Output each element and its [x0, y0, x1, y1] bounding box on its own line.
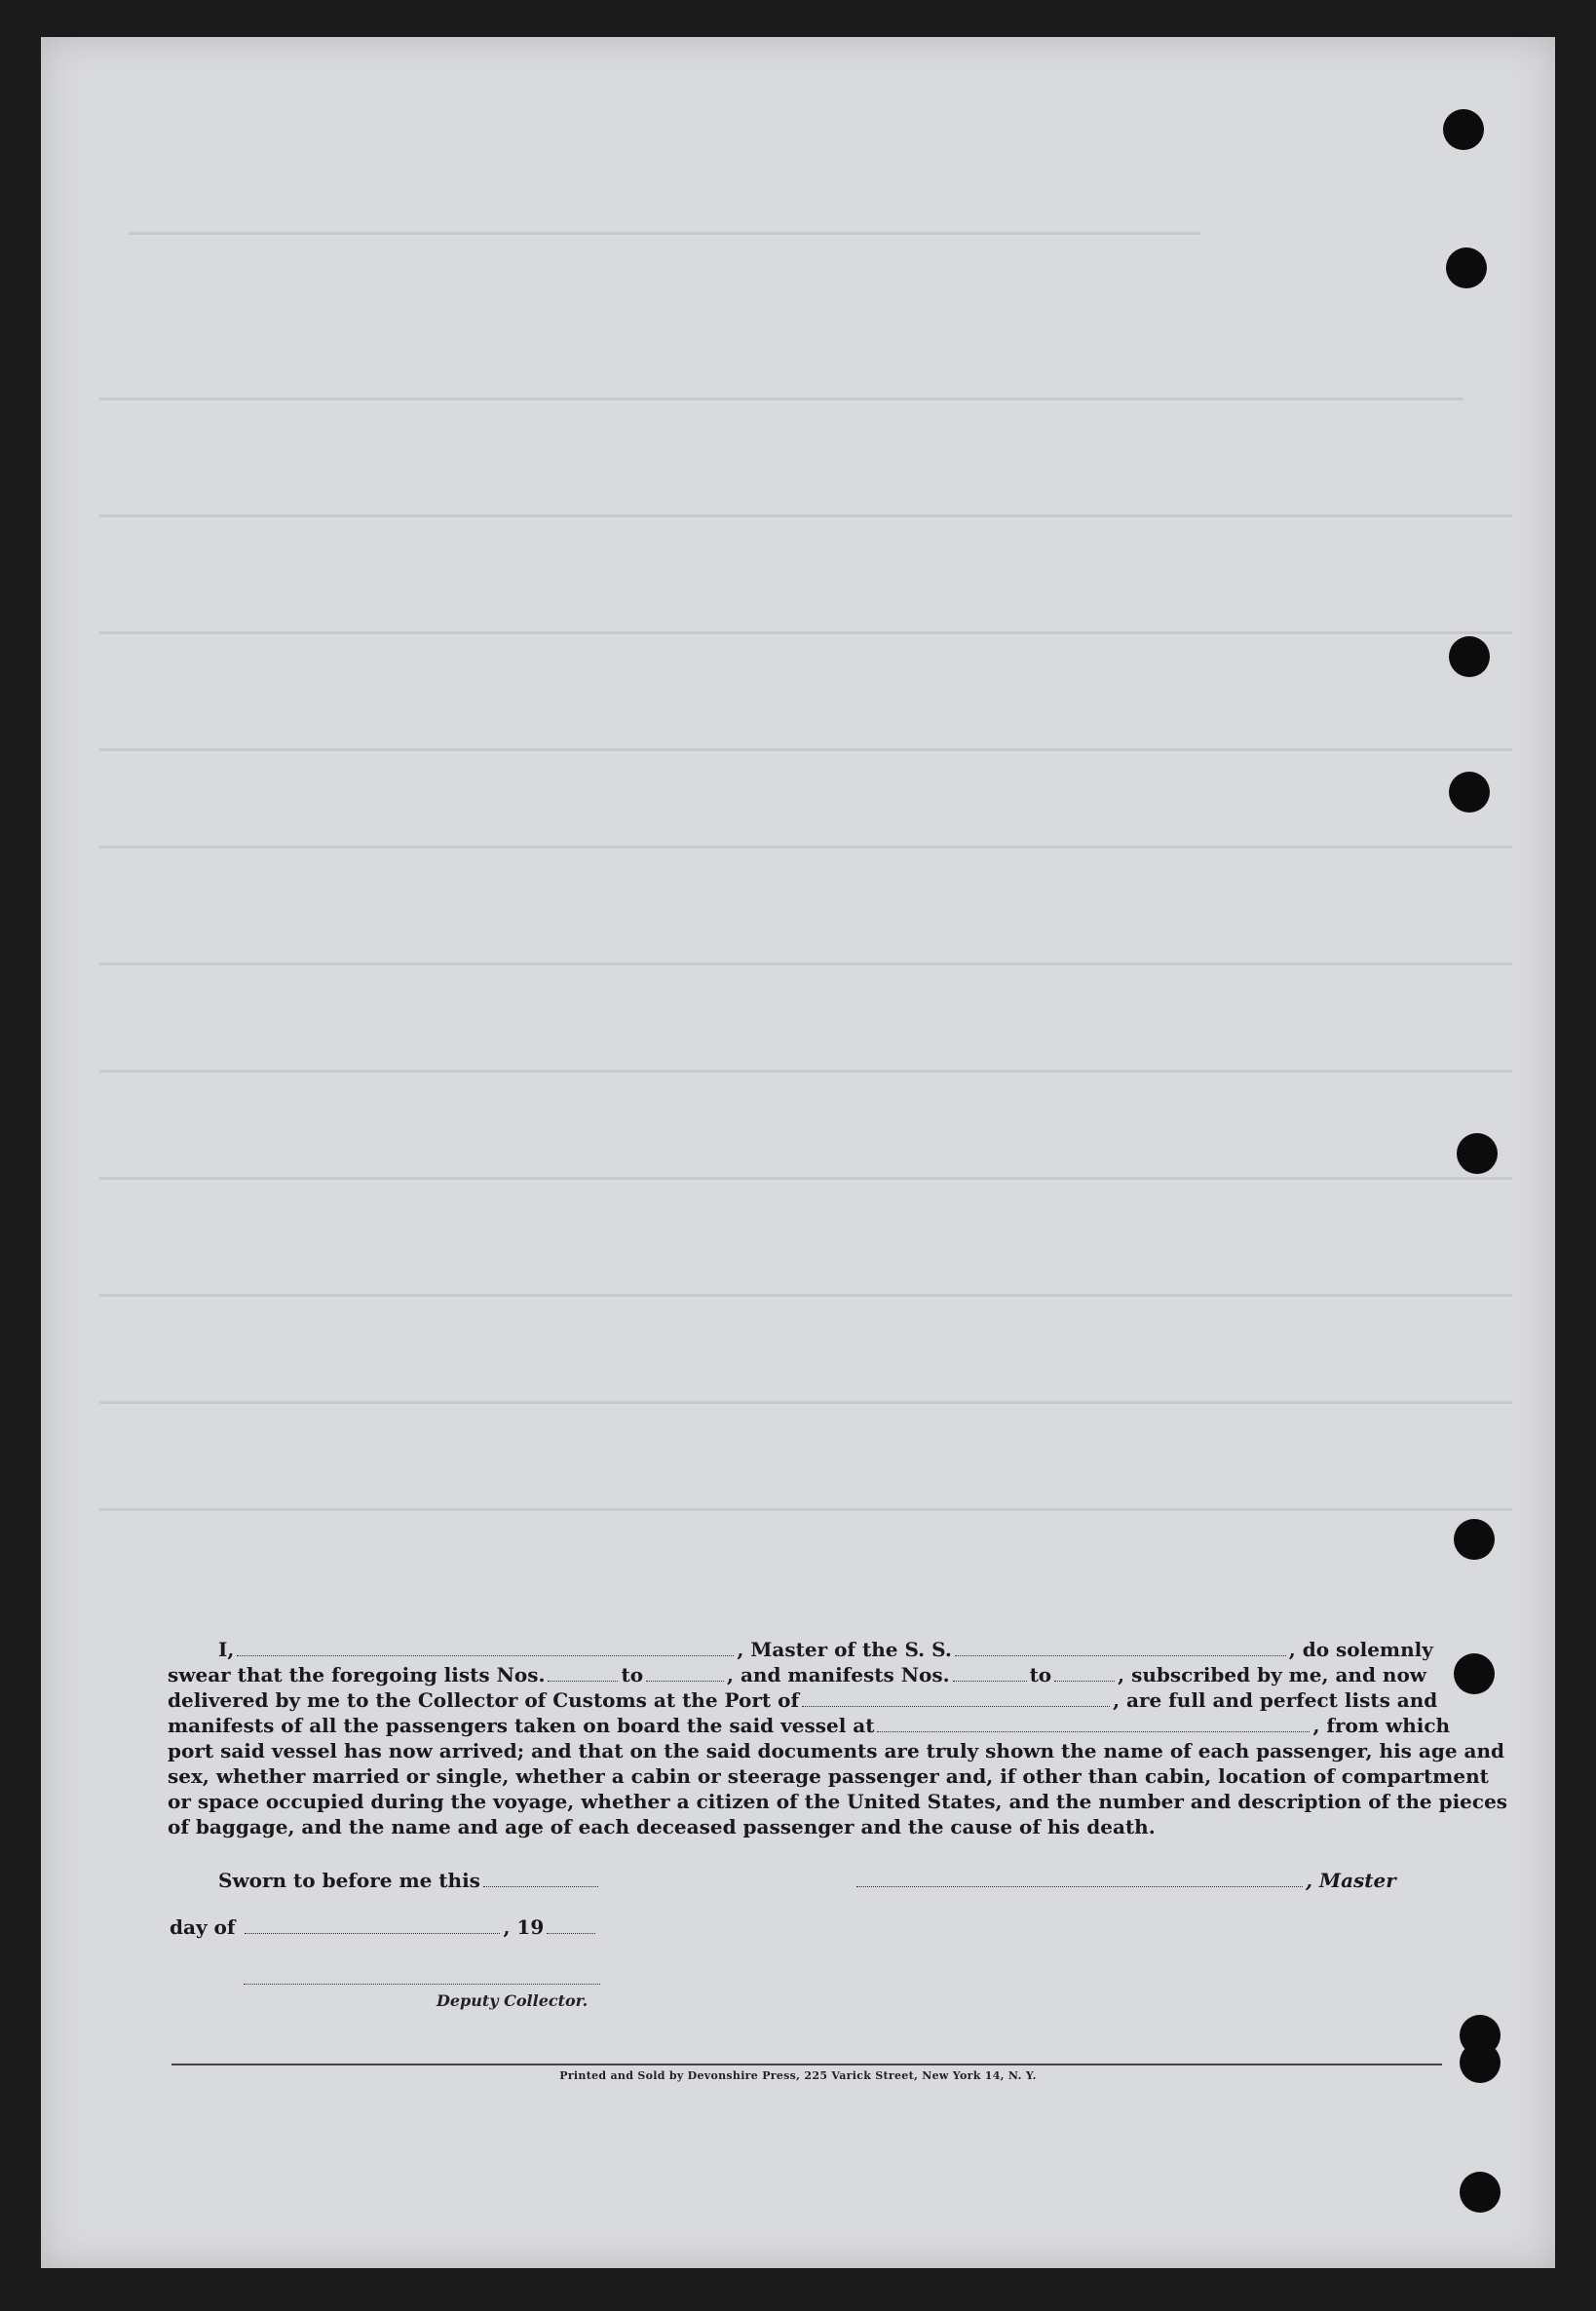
- punch-hole: [1454, 1653, 1495, 1694]
- oath-text: swear that the foregoing lists Nos.: [168, 1663, 546, 1686]
- oath-text: , from which: [1312, 1714, 1451, 1737]
- day-of-label: day of: [170, 1915, 236, 1939]
- port-of-arrival-field[interactable]: [802, 1705, 1110, 1707]
- bleed-through-line: [99, 846, 1512, 849]
- year-label: , 19: [503, 1915, 545, 1939]
- punch-hole: [1449, 772, 1490, 813]
- bleed-through-line: [99, 1294, 1512, 1297]
- day-of-row: [170, 1915, 598, 1939]
- oath-text: to: [1029, 1663, 1052, 1686]
- master-oath-paragraph: [168, 1637, 1508, 1839]
- sworn-day-field[interactable]: [483, 1885, 598, 1887]
- footer-rule: [171, 2064, 1442, 2065]
- bleed-through-line: [99, 631, 1512, 634]
- master-label: , Master: [1306, 1869, 1396, 1892]
- sworn-label: Sworn to before me this: [218, 1869, 480, 1892]
- punch-hole: [1460, 2172, 1501, 2213]
- lists-from-field[interactable]: [548, 1680, 618, 1682]
- bleed-through-line: [99, 1401, 1512, 1404]
- bleed-through-line: [99, 748, 1512, 751]
- deputy-collector-label: Deputy Collector.: [437, 1991, 589, 2010]
- oath-line-3: [168, 1687, 1440, 1713]
- year-field[interactable]: [547, 1932, 595, 1934]
- bleed-through-line: [99, 1070, 1512, 1073]
- bleed-through-line: [99, 963, 1512, 966]
- oath-line-4: [168, 1713, 1451, 1738]
- ship-name-field[interactable]: [955, 1654, 1286, 1656]
- oath-line-1: [168, 1637, 1440, 1662]
- oath-line-7: or space occupied during the voyage, whether a citizen of the United States, and the number and description of the pieces: [168, 1790, 1508, 1813]
- oath-text: , are full and perfect lists and: [1113, 1688, 1438, 1712]
- manifests-from-field[interactable]: [953, 1680, 1027, 1682]
- oath-text: , subscribed by me, and now: [1118, 1663, 1427, 1686]
- punch-hole: [1446, 247, 1487, 288]
- oath-text: , Master of the S. S.: [737, 1638, 952, 1661]
- oath-line-8: of baggage, and the name and age of each deceased passenger and the cause of his death.: [168, 1815, 1156, 1838]
- master-signature-row: [854, 1869, 1396, 1892]
- sworn-row: [218, 1869, 601, 1892]
- punch-hole: [1443, 109, 1484, 150]
- port-of-departure-field[interactable]: [877, 1730, 1310, 1732]
- printer-imprint: Printed and Sold by Devonshire Press, 225 Varick Street, New York 14, N. Y.: [559, 2069, 1037, 2082]
- oath-text: manifests of all the passengers taken on board the said vessel at: [168, 1714, 875, 1737]
- punch-hole: [1457, 1133, 1498, 1174]
- oath-text: to: [621, 1663, 644, 1686]
- oath-text: delivered by me to the Collector of Customs at the Port of: [168, 1688, 800, 1712]
- oath-text: , do solemnly: [1288, 1638, 1433, 1661]
- bleed-through-line: [99, 1508, 1512, 1511]
- punch-hole: [1454, 1519, 1495, 1560]
- lists-to-field[interactable]: [646, 1680, 724, 1682]
- bleed-through-line: [99, 398, 1463, 400]
- oath-line-6: sex, whether married or single, whether a cabin or steerage passenger and, if other than cabin, location of compartment: [168, 1764, 1489, 1788]
- master-name-field[interactable]: [237, 1654, 734, 1656]
- month-field[interactable]: [245, 1932, 500, 1934]
- oath-line-5: port said vessel has now arrived; and that on the said documents are truly shown the name of each passenger, his age and: [168, 1739, 1505, 1762]
- oath-text: , and manifests Nos.: [727, 1663, 950, 1686]
- manifests-to-field[interactable]: [1054, 1680, 1115, 1682]
- bleed-through-line: [99, 514, 1512, 517]
- master-signature-field[interactable]: [856, 1885, 1303, 1887]
- punch-hole: [1449, 636, 1490, 677]
- deputy-collector-signature-line[interactable]: [244, 1984, 600, 1985]
- oath-text: I,: [218, 1638, 235, 1661]
- bleed-through-line: [99, 1177, 1512, 1180]
- oath-line-2: [168, 1662, 1440, 1687]
- bleed-through-line: [129, 232, 1200, 235]
